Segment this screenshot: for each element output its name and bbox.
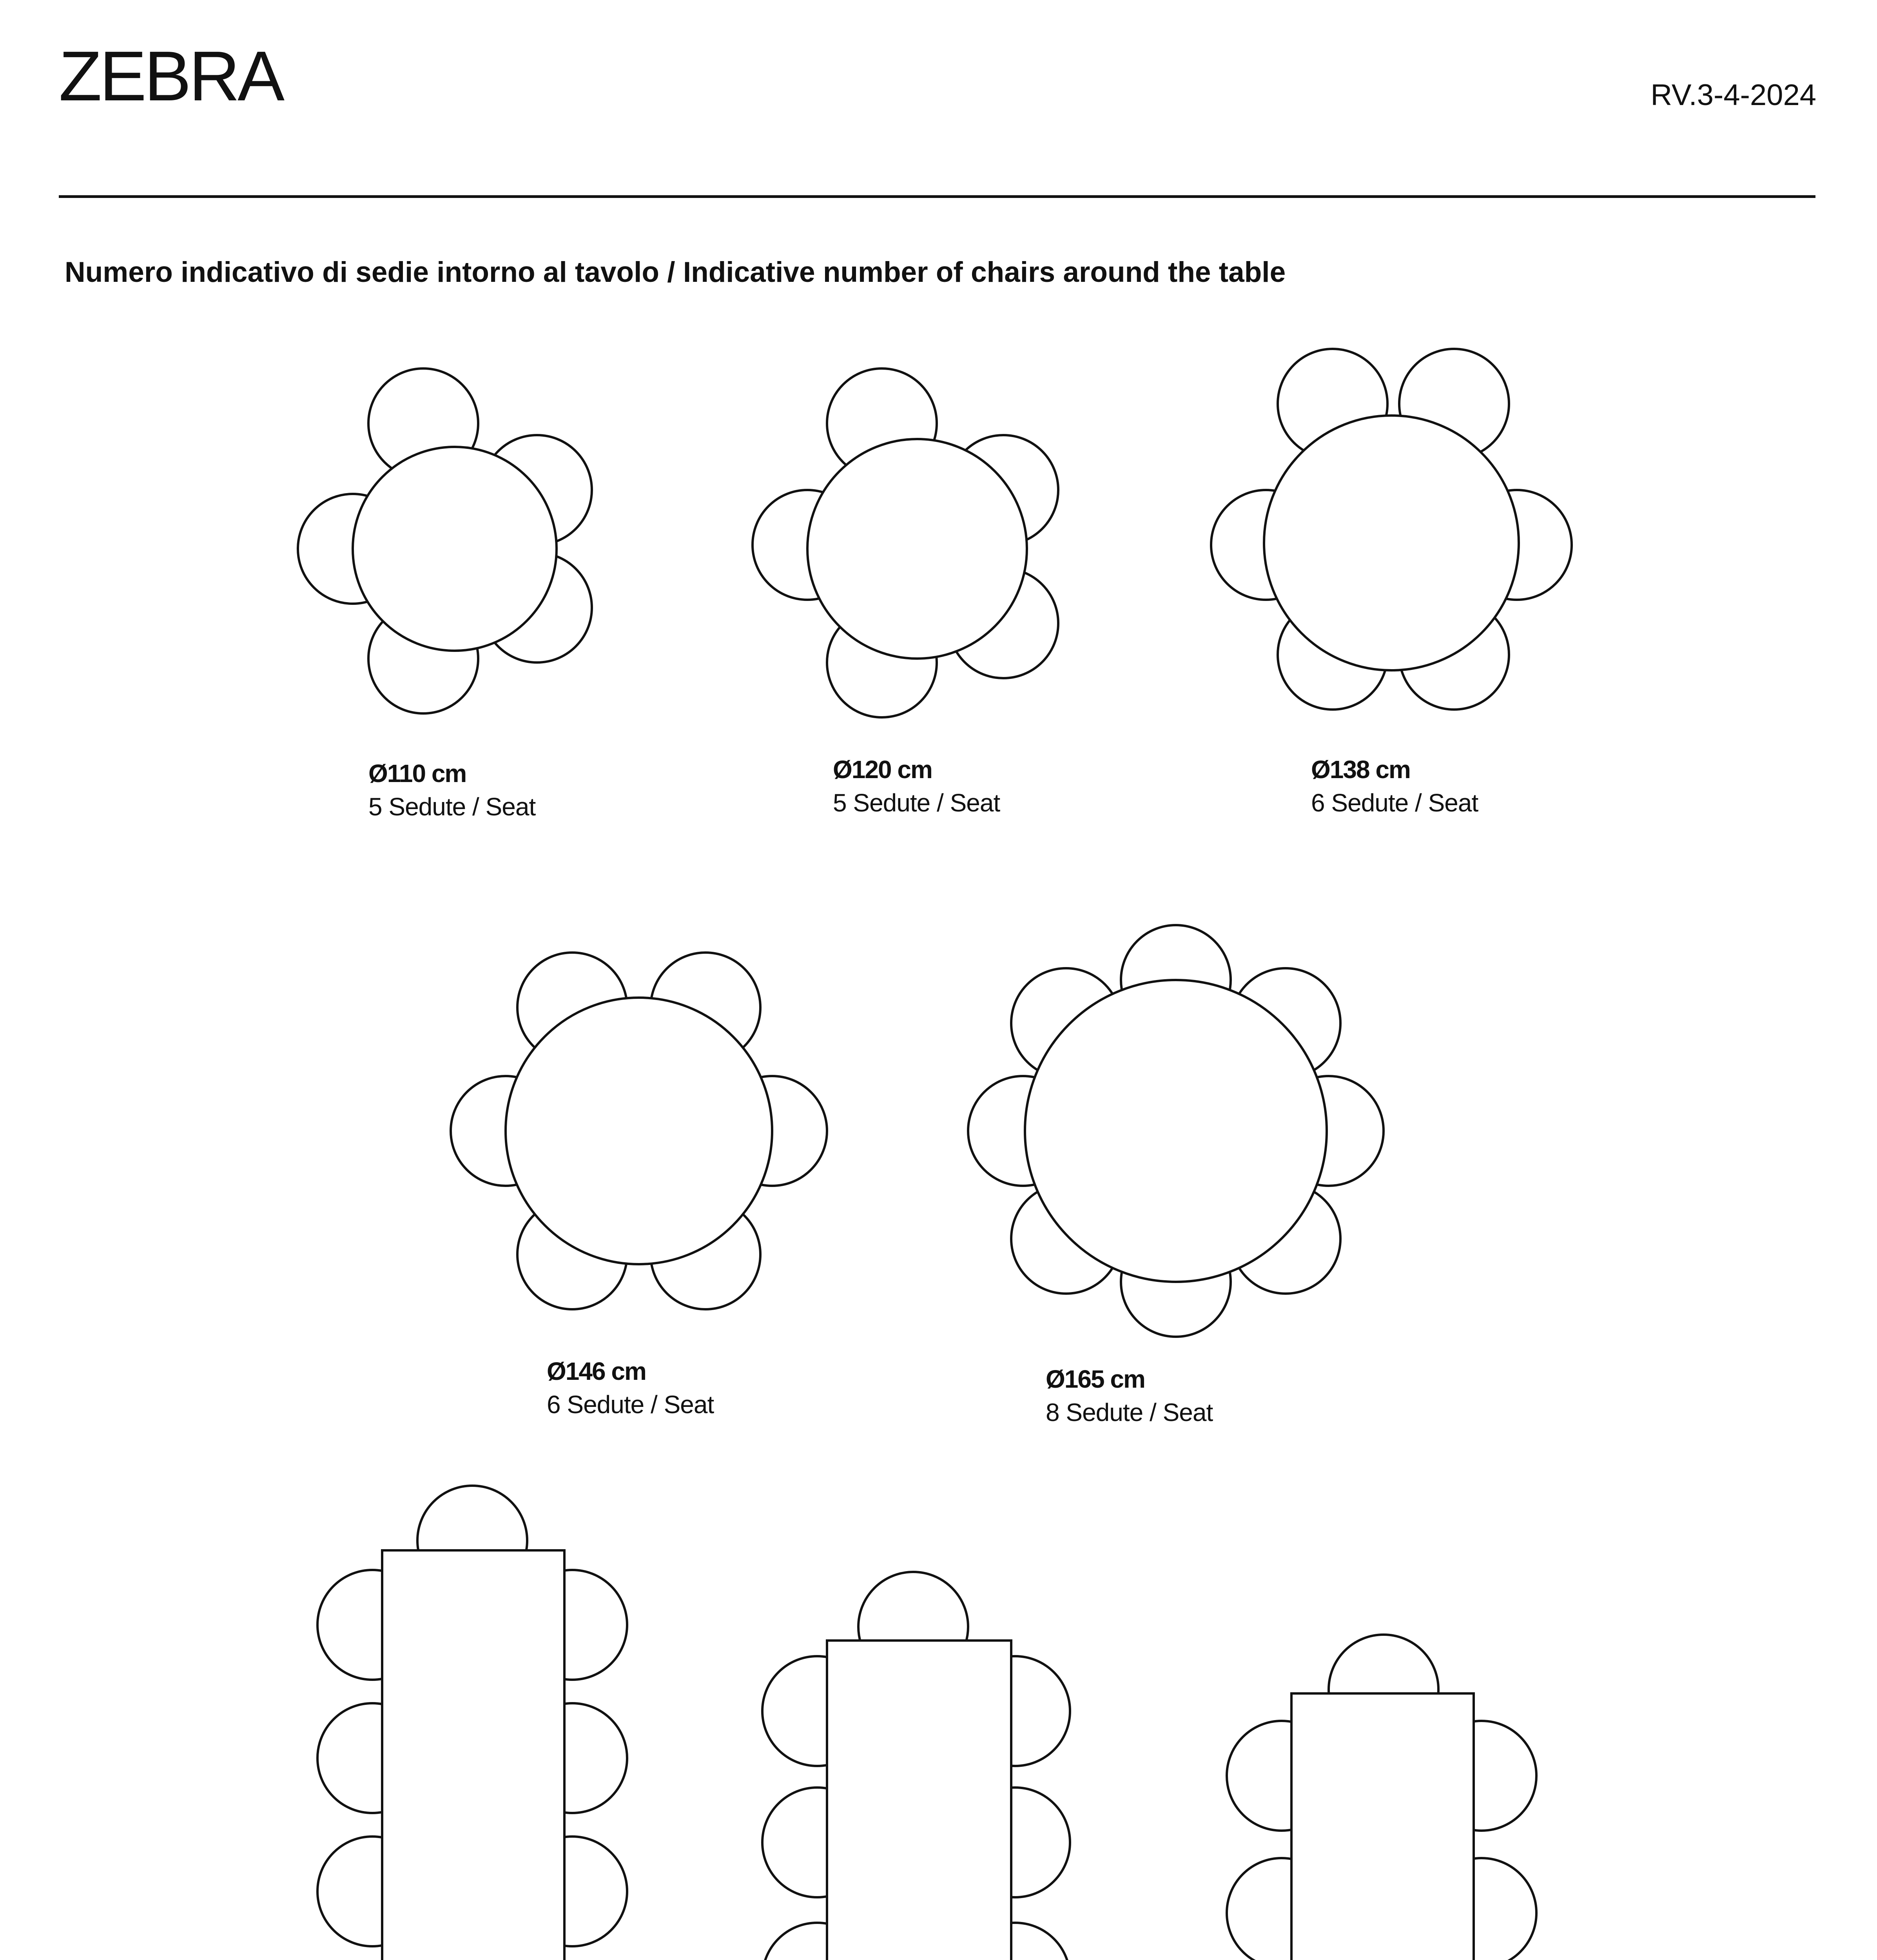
seat-count-label: 5 Sedute / Seat — [368, 793, 536, 821]
table-top — [1264, 416, 1519, 670]
table-size-label: Ø165 cm — [1046, 1365, 1145, 1393]
table-plan-rect-160x100 — [1227, 1635, 1536, 1960]
table-top — [353, 447, 557, 651]
table-top — [1291, 1693, 1474, 1960]
table-size-label: Ø110 cm — [368, 759, 466, 788]
revision-code: RV.3-4-2024 — [1650, 78, 1816, 112]
table-top — [382, 1550, 564, 1960]
brand-title: ZEBRA — [59, 37, 283, 116]
table-size-label: Ø146 cm — [547, 1357, 646, 1385]
table-top — [506, 998, 772, 1264]
table-plan-rect-300x100 — [317, 1486, 627, 1960]
seat-count-label: 5 Sedute / Seat — [833, 789, 1000, 817]
table-plan-round-138 — [1211, 349, 1572, 817]
seat-count-label: 6 Sedute / Seat — [1311, 789, 1478, 817]
table-plan-round-146 — [451, 953, 827, 1419]
seat-count-label: 8 Sedute / Seat — [1046, 1398, 1213, 1426]
table-size-label: Ø120 cm — [833, 755, 932, 784]
table-size-label: Ø138 cm — [1311, 755, 1410, 784]
table-plan-round-120 — [753, 368, 1058, 817]
table-plan-rect-220x100 — [762, 1572, 1070, 1960]
table-top — [827, 1641, 1011, 1960]
seat-count-label: 6 Sedute / Seat — [547, 1390, 714, 1419]
table-plan-round-110 — [298, 368, 592, 821]
table-top — [807, 439, 1027, 659]
table-top — [1025, 980, 1327, 1282]
table-plan-round-165 — [968, 925, 1384, 1426]
section-heading: Numero indicativo di sedie intorno al tavolo / Indicative number of chairs around the table — [65, 256, 1286, 288]
